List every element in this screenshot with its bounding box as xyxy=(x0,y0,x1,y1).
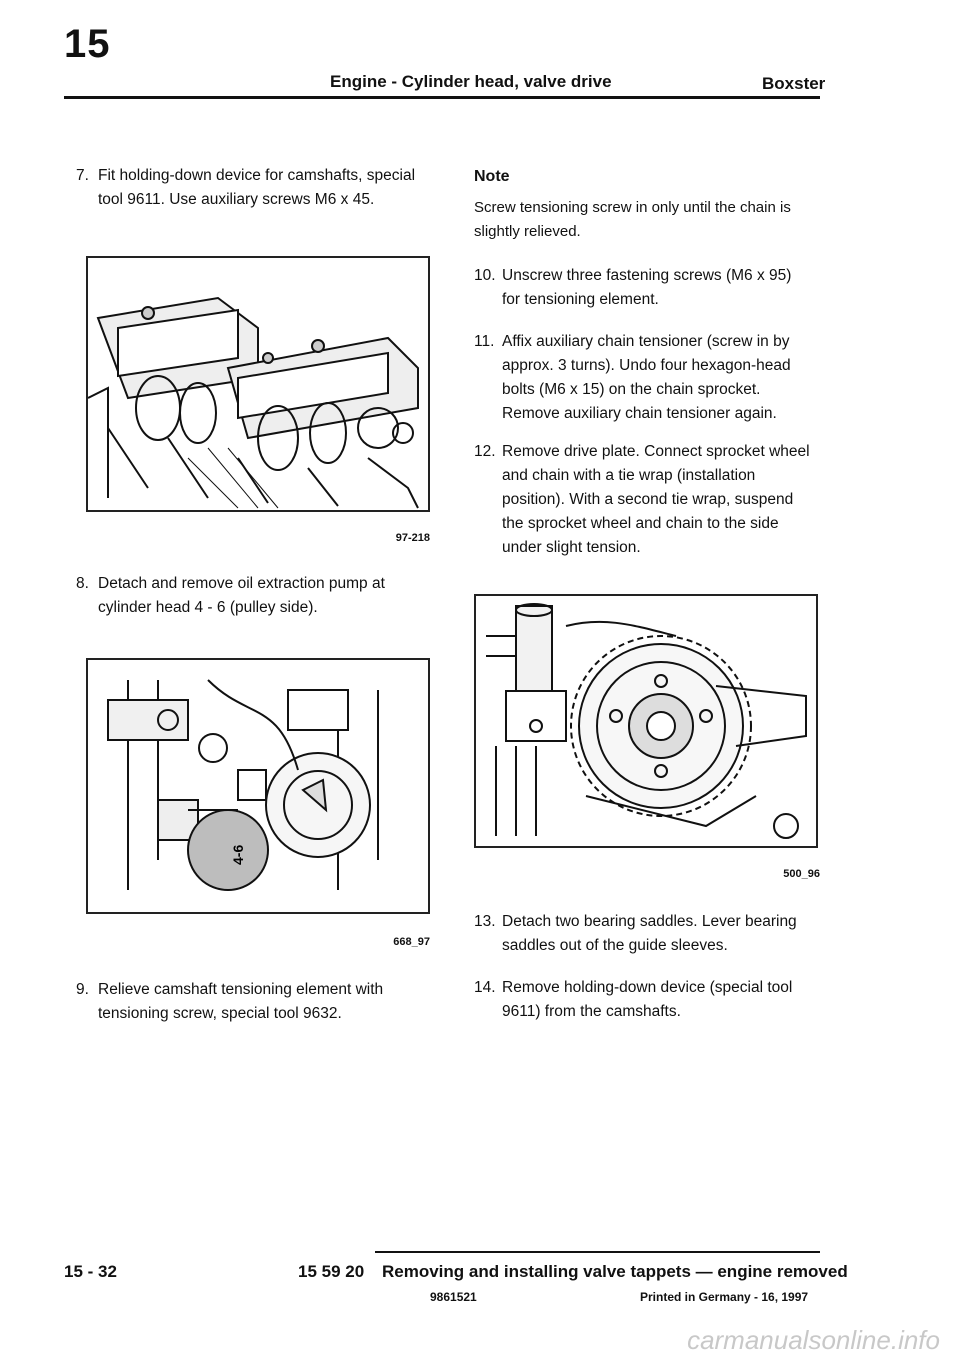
section-code: 15 59 20 xyxy=(298,1262,365,1281)
figure-camshaft-holding-device xyxy=(86,256,430,512)
page-number: 15 - 32 xyxy=(64,1262,117,1281)
step-number: 12. xyxy=(474,443,496,460)
step-14 xyxy=(474,976,824,1024)
step-12 xyxy=(474,440,824,560)
step-13 xyxy=(474,910,824,958)
figure-oil-extraction-pump xyxy=(86,658,430,914)
step-text: Unscrew three fastening screws (M6 x 95) for tensioning element. xyxy=(502,267,792,308)
figure-chain-sprocket xyxy=(474,594,818,848)
step-11 xyxy=(474,330,824,426)
note-heading: Note xyxy=(474,168,510,185)
step-number: 14. xyxy=(474,979,496,996)
watermark: carmanualsonline.info xyxy=(687,1325,940,1355)
step-7 xyxy=(76,164,436,212)
step-10 xyxy=(474,264,824,312)
footer-rule xyxy=(375,1251,820,1253)
chapter-number: 15 xyxy=(64,22,111,66)
step-number: 8. xyxy=(76,575,89,592)
step-8 xyxy=(76,572,436,620)
step-text: Remove drive plate. Connect sprocket wheel and chain with a tie wrap (installation position). With a second tie wrap, suspend the sprocket wheel and chain to the side under slight tension. xyxy=(502,443,810,556)
step-number: 7. xyxy=(76,167,89,184)
note-text: Screw tensioning screw in only until the chain is slightly relieved. xyxy=(474,199,791,240)
step-text: Detach and remove oil extraction pump at cylinder head 4 - 6 (pulley side). xyxy=(98,575,385,616)
step-text: Fit holding-down device for camshafts, special tool 9611. Use auxiliary screws M6 x 45. xyxy=(98,167,416,208)
step-text: Affix auxiliary chain tensioner (screw in by approx. 3 turns). Undo four hexagon-head bolts (M6 x 15) on the chain sprocket. Remove auxiliary chain tensioner again. xyxy=(502,333,791,422)
step-number: 10. xyxy=(474,267,496,284)
figure-2-label: 4-6 xyxy=(230,844,246,865)
pump-illustration xyxy=(88,660,428,912)
footer-title: Removing and installing valve tappets — engine removed xyxy=(382,1262,848,1281)
header-rule xyxy=(64,96,820,99)
step-number: 13. xyxy=(474,913,496,930)
figure-1-caption: 97-218 xyxy=(395,532,430,544)
step-9 xyxy=(76,978,436,1026)
figure-2-caption: 668_97 xyxy=(393,936,430,948)
figure-3-caption: 500_96 xyxy=(783,868,820,880)
print-info: Printed in Germany - 16, 1997 xyxy=(640,1290,809,1304)
step-number: 9. xyxy=(76,981,89,998)
camshaft-illustration xyxy=(88,258,428,510)
sprocket-illustration xyxy=(476,596,816,846)
model-name: Boxster xyxy=(762,74,826,93)
page-title: Engine - Cylinder head, valve drive xyxy=(330,72,612,91)
part-number: 9861521 xyxy=(430,1290,477,1304)
step-text: Relieve camshaft tensioning element with tensioning screw, special tool 9632. xyxy=(98,981,384,1022)
step-text: Remove holding-down device (special tool 9611) from the camshafts. xyxy=(502,979,793,1020)
step-number: 11. xyxy=(474,333,495,350)
step-text: Detach two bearing saddles. Lever bearing saddles out of the guide sleeves. xyxy=(502,913,797,954)
